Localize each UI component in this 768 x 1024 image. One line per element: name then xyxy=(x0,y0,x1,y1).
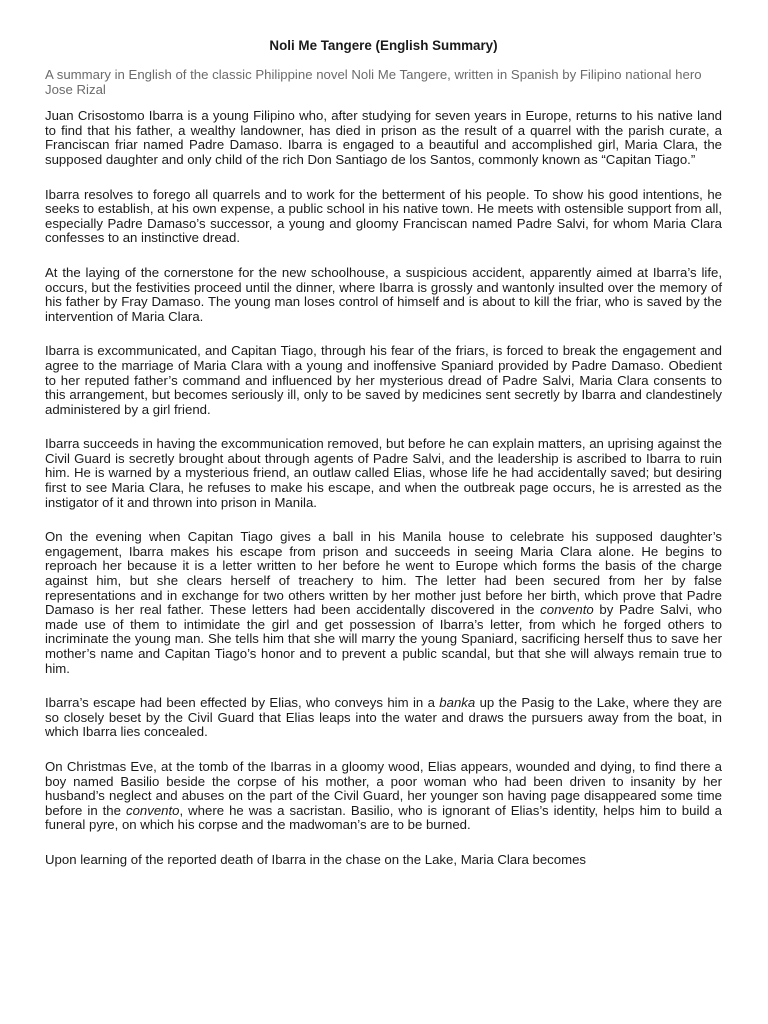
paragraph-2: Ibarra resolves to forego all quarrels and to work for the betterment of his people. To show his good intentions, he seeks to establish, at his own expense, a public school in his native town. He meets with ostensible support from all, especially Padre Damaso’s successor, a young and gloomy Franciscan named Padre Salvi, for whom Maria Clara confesses to an instinctive dread. xyxy=(45,186,722,246)
paragraph-6 xyxy=(45,530,722,676)
document-title: Noli Me Tangere (English Summary) xyxy=(269,38,498,53)
paragraph-4: Ibarra is excommunicated, and Capitan Tiago, through his fear of the friars, is forced to break the engagement and agree to the marriage of Maria Clara with a young and inoffensive Spaniard provided by Padre Damaso. Obedient to her reputed father’s command and influenced by her mysterious dread of Padre Salvi, Maria Clara consents to this arrangement, but becomes seriously ill, only to be saved by medicines sent secretly by Ibarra and clandestinely administered by a girl friend. xyxy=(45,343,722,417)
paragraph-7-text-b: up the Pasig to the Lake, where they are so closely beset by the Civil Guard that Elias leaps into the water and draws the pursuers away from the boat, in which Ibarra lies concealed. xyxy=(45,695,722,740)
paragraph-6-emphasis: convento xyxy=(540,602,594,618)
paragraph-8-text-b: , where he was a sacristan. Basilio, who is ignorant of Elias’s identity, helps him to build a funeral pyre, on which his corpse and the madwoman’s are to be burned. xyxy=(45,802,722,833)
paragraph-6-text-b: by Padre Salvi, who made use of them to intimidate the girl and get possession of Ibarra’s letter, from which he forged others to incriminate the young man. She tells him that she will marry the young Spaniard, sacrificing herself thus to save her mother’s name and Capitan Tiago’s honor and to prevent a public scandal, but that she will always remain true to him. xyxy=(45,602,722,676)
paragraph-7-text-a: Ibarra’s escape had been effected by Elias, who conveys him in a xyxy=(45,695,440,711)
paragraph-8-emphasis: convento xyxy=(125,802,180,818)
paragraph-5: Ibarra succeeds in having the excommunication removed, but before he can explain matters, an uprising against the Civil Guard is secretly brought about through agents of Padre Salvi, and the leadership is ascribed to Ibarra to ruin him. He is warned by a mysterious friend, an outlaw called Elias, whose life he had accidentally saved; but desiring first to see Maria Clara, he refuses to make his escape, and when the outbreak page occurs, he is arrested as the instigator of it and thrown into prison in Manila. xyxy=(45,436,722,510)
paragraph-8-text-a: On Christmas Eve, at the tomb of the Ibarras in a gloomy wood, Elias appears, wounded and dying, to find there a boy named Basilio beside the corpse of his mother, a poor woman who had been driven to insanity by her husband’s neglect and abuses on the part of the Civil Guard, her younger son having page disappeared some time before in the xyxy=(45,758,722,818)
paragraph-9: Upon learning of the reported death of Ibarra in the chase on the Lake, Maria Clara becomes xyxy=(45,851,587,867)
paragraph-8 xyxy=(45,760,722,833)
paragraph-3: At the laying of the cornerstone for the new schoolhouse, a suspicious accident, apparently aimed at Ibarra’s life, occurs, but the festivities proceed until the dinner, where Ibarra is grossly and wantonly insulted over the memory of his father by Fray Damaso. The young man loses control of himself and is about to kill the friar, who is saved by the intervention of Maria Clara. xyxy=(45,264,722,324)
paragraph-1: Juan Crisostomo Ibarra is a young Filipino who, after studying for seven years in Europe, returns to his native land to find that his father, a wealthy landowner, has died in prison as the result of a quarrel with the parish curate, a Franciscan friar named Padre Damaso. Ibarra is engaged to a beautiful and accomplished girl, Maria Clara, the supposed daughter and only child of the rich Don Santiago de los Santos, commonly known as “Capitan Tiago.” xyxy=(45,108,722,167)
paragraph-7 xyxy=(45,696,722,740)
document-page xyxy=(45,38,722,868)
paragraph-7-emphasis: banka xyxy=(439,695,476,711)
document-subtitle: A summary in English of the classic Philippine novel Noli Me Tangere, written in Spanish by Filipino national hero Jose Rizal xyxy=(45,67,702,97)
paragraph-6-text-a: On the evening when Capitan Tiago gives a ball in his Manila house to celebrate his supposed daughter’s engagement, Ibarra makes his escape from prison and succeeds in seeing Maria Clara alone. He begins to reproach her because it is a letter written to her before he went to Europe which forms the basis of the charge against him, but she clears herself of treachery to him. The letter had been secured from her by false representations and in exchange for two others written by her mother just before her birth, which prove that Padre Damaso is her real father. These letters had been accidentally discovered in the xyxy=(45,529,722,618)
